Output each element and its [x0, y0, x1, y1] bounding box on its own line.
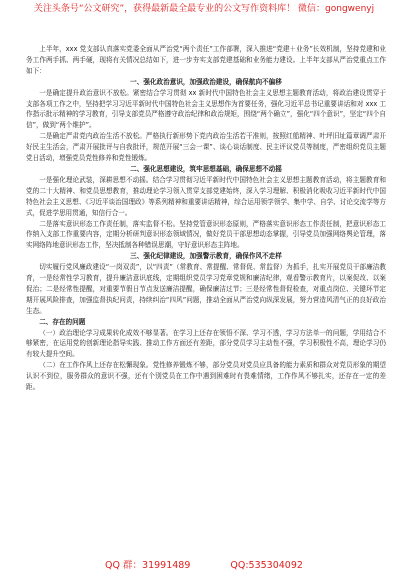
section-heading: 一、强化政治意识，加强政治建设，确保航向不偏移: [130, 77, 282, 86]
body-paragraph: （二）在工作作风上还存在松懈现象。党性修养锻炼不够，部分党员对党员应具备的能力素质和群众对党员形象的期望认识不到位，服务群众的意识不强，还有个别党员在工作中遇到困难时有畏难情绪，工作作风不够扎实，还存在一定的差距。: [26, 361, 386, 392]
body-paragraph: 切实履行党风廉政建设“一岗双责”，以“四责”（常教育、常提醒、常督促、常监督）为抓手，扎实开展党员干部廉洁教育，一是经常性学习教育，提升廉洁意识底线，定期组织党员学习党章党规和廉洁纪律，观看警示教育片，以案促改、以案促治；二是经常性提醒，对重要节假日节点发送廉洁提醒，确保廉洁过节；三是经常性督促检查，对重点岗位、关键环节定期开展风险排查，加强监督执纪问责，持续纠治“四风”问题，推动全面从严治党向纵深发展，努力营造风清气正的良好政治生态。: [26, 263, 386, 315]
intro-paragraph: 上半年，xxx 党支部认真落实党委全面从严治党“两个责任”工作部署，深入推进“党建＋业务”长效机制，坚持党建和业务工作两手抓、两手硬，现将有关情况总结如下，进一步夯实支部党建基础和业务能力建设。上半年支部从严治党重点工作如下：: [26, 45, 386, 75]
body-paragraph: 二是落实意识形态工作责任制，落实监督不松。坚持党管意识形态原则，严格落实意识形态工作责任制，把意识形态工作纳入支部工作重要内容，定期分析研判意识形态领域情况，做好党员干部思想动态掌握，引导党员加强网络舆论管理，落实网络阵地意识形态工作，坚决抵制各种错误思潮，守好意识形态主阵地。: [26, 219, 386, 250]
body-paragraph: 一是强化理论武装，深耕思想不动摇。结合学习贯彻习近平新时代中国特色社会主义思想主题教育活动，将主题教育和党的二十大精神、和党员思想教育，推动理论学习领入贯穿支部党建始终，深入学习理解、积极消化吸收习近平新时代中国特色社会主义思想、《习近平谈治国理政》等系列精神和重要讲话精神，综合运用领学领学、集中学、自学、讨论交流学等方式，促进学思用贯通，知信行合一。: [26, 175, 386, 217]
qq-number: QQ:535304092: [230, 560, 303, 571]
body-paragraph: 二是确定严肃党内政治生活不放松。严格执行新形势下党内政治生活若干准则，按照红船精神、叶坪旧址篇章调严肃开好民主生活会，严肃开展批评与自我批评，规范开展“三会一课”、谈心谈话制度、民主评议党员等制度，严密组织党员主题党日活动，增强党员党性修养和党性锻炼。: [26, 132, 386, 163]
section-heading: 二、强化思想建设，筑牢思想基础，确保思想不动摇: [130, 164, 282, 173]
section-heading: 二、存在的问题: [39, 317, 86, 326]
section-heading: 三、强化纪律建设，加强警示教育，确保作风不走样: [130, 252, 282, 261]
qq-group-number: QQ 群：31991489: [105, 560, 191, 571]
promo-banner: 关注头条号“公文研究”，获得最新最全最专业的公文写作资料库！ 微信：gongwenyj: [33, 4, 375, 14]
body-paragraph: （一）政治理论学习成果转化成效不够显著。在学习上还存在领悟不深、学习不透，学习方法单一的问题，学用结合不够紧密，在运用党的创新理论指导实践、推动工作方面还有差距，部分党员学习主动性不强，学习积极性不高，理论学习仍有较大提升空间。: [26, 328, 386, 359]
document-body: [26, 44, 386, 393]
footer-contacts: [0, 560, 408, 572]
body-paragraph: 一是确定提升政治意识不放松。紧密结合学习贯彻 xx 新时代中国特色社会主义思想主题教育活动，将政治建设贯穿于支部各项工作之中，坚持把学习习近平新时代中国特色社会主义思想作为首要任务，强化习近平总书记重要讲话和对 xxx 工作指示批示精神的学习教育，引导支部党员严格遵守政治纪律和政治规矩，围绕“两个确立”，强化“四个意识”，坚定“四个自信”，做到“两个维护”。: [26, 88, 386, 130]
